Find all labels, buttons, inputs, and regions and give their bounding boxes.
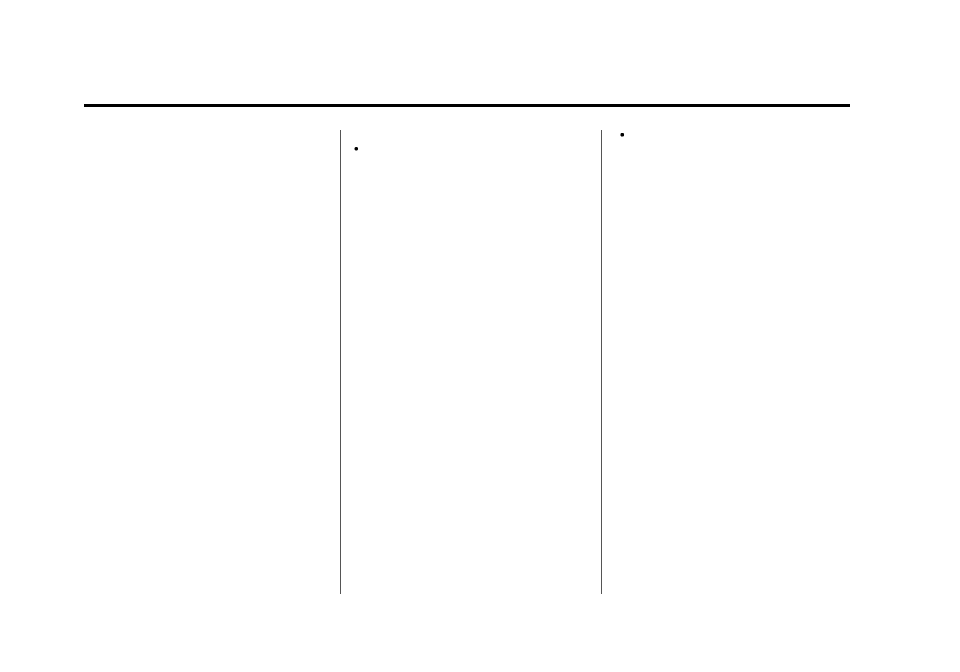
right-column bbox=[620, 122, 856, 130]
page-header bbox=[84, 80, 850, 110]
main-column bbox=[354, 126, 590, 144]
column-divider-left bbox=[340, 130, 341, 594]
header-rule bbox=[84, 104, 850, 107]
column-divider-right bbox=[601, 130, 602, 594]
